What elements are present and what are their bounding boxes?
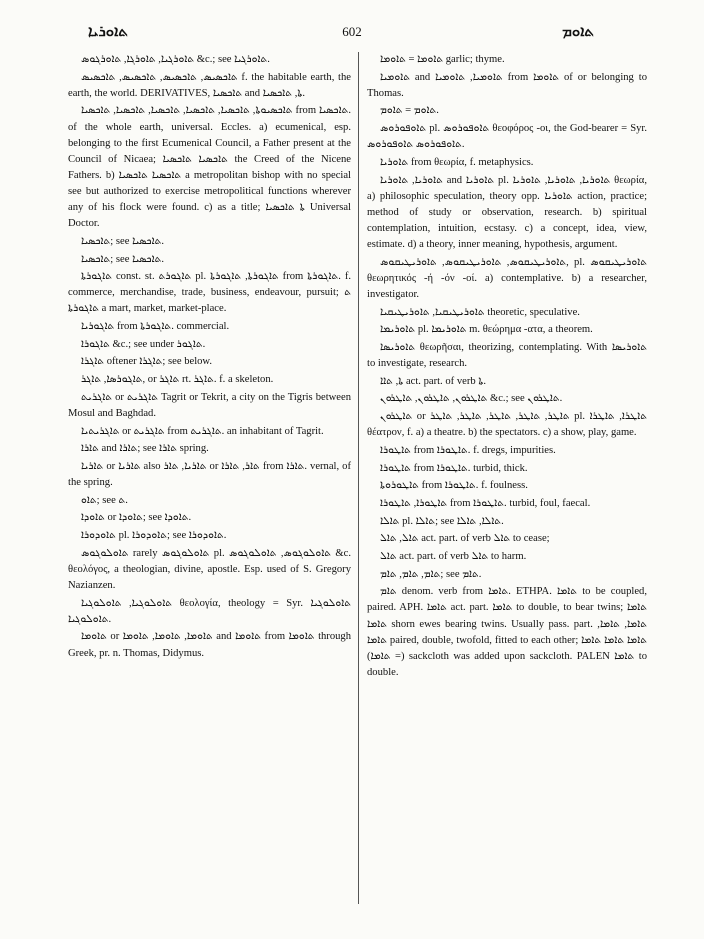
dictionary-entry: ܬܐܘܪܝܣܐ θεωρῆσαι, theorizing, contemplating. With ܬܐܘܪܝܣܐ to investigate, research. [367,341,647,370]
dictionary-entry: ܬܐܪܐ and ܬܐܪܐ; see ܬܐܪܐ spring. [81,443,209,455]
dictionary-entry: ܬܐܓܪܝܬ or ܬܐܓܪܝܬ Tagrit or Tekrit, a city on the Tigris between Mosul and Baghdad. [68,391,351,419]
dictionary-entry: ܬܐܟܣܝܘܬܐ, ܬܐܟܣܝܐ, ܬܐܟܣܝܐ, ܬܐܟܣܝܐ, ܬܐܟܣܝܐ, ܬܐܟܣܝܐ from ܬܐܟܣܝܐ. of the whole earth, universal. Eccles. a) ecumenical, esp. belonging to the first Ecumenical Council, a Father present at the Council of Nicaea; ܬܐܟܣܝܐ ܬܐܟܣܝܐ the Creed of the Nicene Fathers. b) ܬܐܟܣܝܐ ܬܐܟܣܝܐ a metropolitan bishop with no special see but authorized to exercise metropolitical functions wherever any of his flock were found. c) as a title; ܬܐ ܬܐܟܣܝܐ Universal Doctor. [68,105,352,230]
dictionary-entry: ܬܐܓܪܐ oftener ܬܐܓܪܐ; see below. [81,356,213,368]
dictionary-entry: ܬܐܘܪܝܐ from θεωρία, f. metaphysics. [380,156,534,168]
running-head-left: ܬܐܘܪܝܐ [88,22,128,40]
dictionary-entry: ܬܐܘܦܘܪܘܣ pl. ܬܐܘܦܘܪܘܣ θεοφόρος -οι, the God-bearer = Syr. ܬܐܘܦܘܪܘܣ ܬܐܘܦܘܪܘܣ. [367,123,648,151]
dictionary-entry: ܬܐܘܪܝܛܝܩܝܐ, ܬܐܘܪܝܛܝܩܝܐ theoretic, speculative. [380,306,580,318]
dictionary-entry: ܬܐܘܠܘܓܝܐ, ܬܐܘܠܘܓܝܐ θεολογία, theology = Syr. ܬܐܘܠܘܓܝܐ ܬܐܘܠܘܓܝܐ. [68,597,351,625]
dictionary-entry: ܬܐܛܪܘܢ, ܬܐܛܪܘܢ, ܬܐܛܪܘܢ &c.; see ܬܐܛܪܘܢ. [380,393,563,405]
dictionary-entry: ܬܐܓܪܝܬܝܐ or ܬܐܓܪܝܬ from ܬܐܓܪܝܬ. an inhabitant of Tagrit. [81,425,324,437]
dictionary-entry: ܬܐܘܡ = ܬܐܘܡ. [380,105,439,117]
dictionary-entry: ܬܐܓܘܪܣܐ, ܬܐܓܪ, or ܬܐܓܪ rt. ܬܐܓܪ. f. a skeleton. [81,374,274,386]
right-column [367,52,647,683]
dictionary-entry: ܬܐܪܝܐ or ܬܐܪܝܐ also ܬܐܪܝܐ, ܬܐܪ or ܬܐܪ, ܬܐܪܐ from ܬܐܪܐ. vernal, of the spring. [68,460,351,489]
dictionary-entry: ܬܐܘܪܝܡܐ pl. ܬܐܘܪܝܡܐ m. θεώρημα -ατα, a theorem. [380,324,593,336]
dictionary-entry: ܬܐܘܕܐ or ܬܐܘܕܐ; see ܬܐܘܕܐ. [81,512,192,524]
dictionary-entry: ܬܐܡ, ܬܐܡ, ܬܐܡ; see ܬܐܡ. [380,568,482,580]
dictionary-entry: ܬܐܘܡܝܐ and ܬܐܘܡܝܐ, ܬܐܘܡܝܐ from ܬܐܘܡܐ of or belonging to Thomas. [367,71,648,99]
dictionary-entry: ܬܐܟܣܝܐ; see ܬܐܟܣܝܐ. [81,235,165,247]
page-header [70,20,634,46]
dictionary-entry: ܬܐܛܘܪܘܬܐ from ܬܐܛܘܪܐ. f. foulness. [380,480,528,492]
running-head-right: ܬܐܘܡ [562,22,594,40]
dictionary-entry: ܬܐܘܪܓܝܐ, ܬܐܘܪܓܐ, ܬܐܘܪܓܘܣ &c.; see ܬܐܘܪܓܝܐ. [81,54,270,65]
dictionary-entry: ܬܐܡ denom. verb from ܬܐܡܐ. ETHPA. ܬܐܡܐ to be coupled, paired. APH. ܬܐܡܐ act. part. ܬܐܡܐ to double, to bear twins; ܬܐܡܐ ܬܐܡܐ shorn ewes bearing twins. Usually pass. part. ܬܐܡܐ, ܬܐܡܐ, ܬܐܡܐ paired, double, twofold, fitted to each other; ܬܐܡܐ ܬܐܡܐ ܬܐܡܐ (= ܬܐܡܐ) sackcloth was added upon sackcloth. PALEN ܬܐܡܐ to double. [367,586,648,678]
dictionary-entry: ܬܐ, ܬܐܐ act. part. of verb ܬܐ. [380,375,487,387]
dictionary-entry: ܬܐܛܘܪܐ from ܬܐܛܘܪܐ. f. dregs, impurities. [380,444,556,456]
dictionary-entry: ܬܐܠܐ pl. ܬܐܠܐ; see ܬܐܠܐ, ܬܐܠܐ. [380,515,504,527]
dictionary-entry: ܬܐܠ act. part. of verb ܬܐܠ to harm. [380,551,527,562]
dictionary-entry: ܬܐܛܘܪܐ, ܬܐܛܘܪܐ from ܬܐܛܘܪܐ. turbid, foul, faecal. [380,497,591,509]
dictionary-entry: ܬܐܘܠܘܓܘܣ rarely ܬܐܘܠܘܓܘܣ pl. ܬܐܘܠܘܓܘܣ, ܬܐܘܠܘܓܘܣ &c. θεολόγος, a theologian, divine, apostle. Esp. used of S. Gregory Nazianzen. [68,547,352,591]
dictionary-entry: ܬܐܓܘܪܐ &c.; see under ܬܐܓܘܪ. [81,338,206,350]
dictionary-entry: ܬܐܘܡܐ = ܬܐܘܡܐ garlic; thyme. [380,54,505,65]
dictionary-entry: ܬܐܓܘܪܝܐ from ܬܐܓܘܪܬܐ. commercial. [81,321,230,333]
dictionary-entry: ܬܐܘܕܘܪܐ pl. ܬܐܘܕܘܪܐ; see ܬܐܘܕܘܪܐ. [81,530,227,542]
dictionary-entry: ܬܐܓܘܪܬܐ const. st. ܬܐܓܘܪܬ pl. ܬܐܓܘܪܬܐ, ܬܐܓܘܪܬܐ from ܬܐܓܘܪܬܐ. f. commerce, merchandise, trade, business, endeavour, pursuit; ܬ ܬܐܓܘܪܬܐ a mart, market, market-place. [68,271,352,315]
page-number: 602 [342,24,362,39]
dictionary-entry: ܬܐܛܘܪܐ from ܬܐܛܘܪܐ. turbid, thick. [380,462,528,474]
dictionary-entry: ܬܐܘܡܐ or ܬܐܘܡܐ, ܬܐܘܡܐ, ܬܐܘܡܐ and ܬܐܘܡܐ from ܬܐܘܡܐ through Greek, pr. n. Thomas, Didymus. [68,631,352,659]
dictionary-entry: ܬܐܘܪܝܛܝܩܘܣ, ܬܐܘܪܝܛܝܩܘܣ, ܬܐܘܪܝܛܝܩܘܣ, pl. ܬܐܘܪܝܛܝܩܘܣ θεωρητικός -ή -όν -οί. a) contemplative. b) a researcher, investigator. [367,256,647,300]
dictionary-entry: ܬܐܟܣܝܐ; see ܬܐܟܣܝܐ. [81,253,165,265]
left-column [68,52,351,663]
column-divider [358,52,359,904]
dictionary-entry: ܬܐܟܣܝܣ, ܬܐܟܣܝܣ, ܬܐܟܣܝܣ, ܬܐܟܣܝܣ f. the habitable earth, the earth, the world. DERIVATIVES, ܬܐܟܣܝܐ and ܬܐ, ܬܐܟܣܝܐ. [68,71,352,99]
dictionary-entry: ܬܐܛܪܘܢ or ܬܐܛܪ, ܬܐܛܪ, ܬܐܛܪ, ܬܐܛܪ, ܬܐܛܪ pl. ܬܐܛܪܐ, ܬܐܛܪܐ θέατρον, f. a) a theatre. b) the spectators. c) a show, play, game. [367,411,647,439]
dictionary-entry: ܬܐܠ, ܬܐܠ act. part. of verb ܬܐܠ to cease; [380,533,550,545]
dictionary-entry: ܬܐܘ; see ܬ. [81,494,128,506]
dictionary-entry: ܬܐܘܪܝܐ, ܬܐܘܪܝܐ and ܬܐܘܪܝܐ pl. ܬܐܘܪܝܐ, ܬܐܘܪܝܐ, ܬܐܘܪܝܐ θεωρία, a) philosophic speculation, theory opp. ܬܐܘܪܝܐ action, practice; method of study or observation, research. b) spiritual contemplation, intuition, ecstasy. c) a concept, idea, view, estimate. d) a theory, inner meaning, hypothesis, argument. [367,174,648,250]
